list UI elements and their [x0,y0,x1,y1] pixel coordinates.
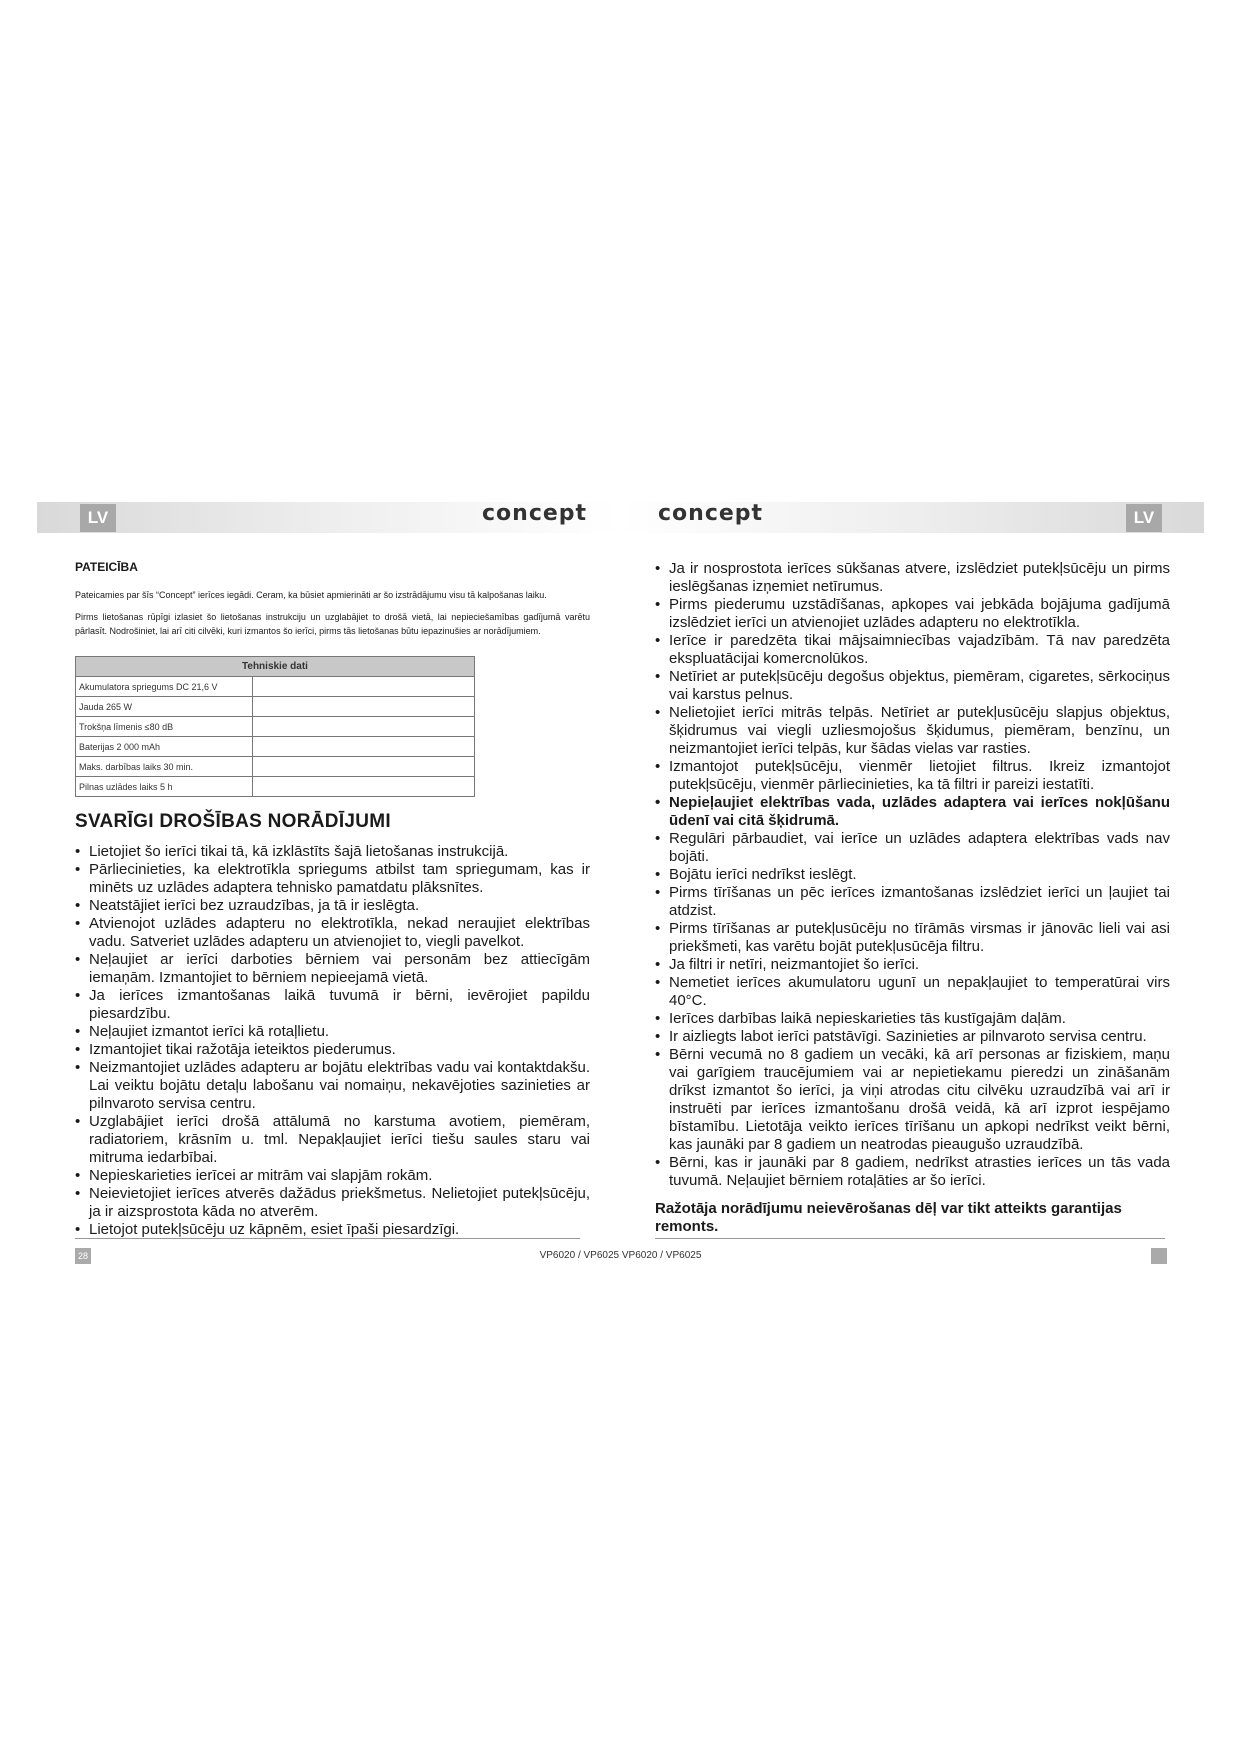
list-item: • Lietojot putekļsūcēju uz kāpnēm, esiet īpaši piesardzīgi. [75,1221,590,1239]
list-item: • Izmantojiet tikai ražotāja ieteiktos piederumus. [75,1041,590,1059]
list-item: • Ja ierīces izmantošanas laikā tuvumā ir bērni, ievērojiet papildu piesardzību. [75,987,590,1023]
list-item: • Pirms piederumu uzstādīšanas, apkopes vai jebkāda bojājuma gadījumā izslēdziet ierīci un atvienojiet uzlādes adapteru no elektrotīkla. [655,596,1170,632]
table-row [76,757,475,777]
list-item: • Pirms tīrīšanas ar putekļusūcēju no tīrāmās virsmas ir jānovāc lieli vai asi priekšmeti, kas varētu bojāt putekļusūcēja filtru. [655,920,1170,956]
list-item: • Atvienojot uzlādes adapteru no elektrotīkla, nekad neraujiet elektrības vadu. Satveriet uzlādes adapteru un atvienojiet to, viegli pavelkot. [75,915,590,951]
list-item: • Nepieļaujiet elektrības vada, uzlādes adaptera vai ierīces nokļūšanu ūdenī vai citā šķidrumā. [655,794,1170,830]
spec-label: Baterijas 2 000 mAh [76,737,253,757]
brand-logo-right: concept [658,501,764,526]
thanks-title: PATEICĪBA [75,560,138,574]
thanks-paragraph-2: Pirms lietošanas rūpīgi izlasiet šo lietošanas instrukciju un uzglabājiet to drošā vietā, lai nepieciešamības gadījumā varētu pārlasīt. Nodrošiniet, lai arī citi cilvēki, kuri izmantos šo ierīci, pirms tās lietošanas būtu iepazinušies ar norādījumiem. [75,612,590,636]
list-item: • Bojātu ierīci nedrīkst ieslēgt. [655,866,1170,884]
model-numbers: VP6020 / VP6025 VP6020 / VP6025 [539,1250,702,1261]
list-item: • Uzglabājiet ierīci drošā attālumā no karstuma avotiem, piemēram, radiatoriem, krāsnīm u. tml. Nepakļaujiet ierīci tiešu saules staru vai mitruma iedarbībai. [75,1113,590,1167]
list-item: • Bērni vecumā no 8 gadiem un vecāki, kā arī personas ar fiziskiem, maņu vai garīgiem traucējumiem vai ar nepietiekamu pieredzi un zināšanām drīkst izmantot šo ierīci, ja viņi atrodas citu cilvēku uzraudzībā vai arī ir instruēti par ierīces izmantošanu drošā veidā, kā arī izprot iespējamo bīstamību. Lietotāja veikto ierīces tīrīšanu un apkopi nedrīkst veikt bērni, kas jaunāki par 8 gadiem un neatrodas pieaugušo uzraudzībā. [655,1046,1170,1154]
footer-divider-left [75,1238,580,1239]
spec-table-title: Tehniskie dati [76,657,475,677]
spec-value-empty [253,717,475,737]
safety-title: SVARĪGI DROŠĪBAS NORĀDĪJUMI [75,811,391,832]
list-item: • Ir aizliegts labot ierīci patstāvīgi. Sazinieties ar pilnvaroto servisa centru. [655,1028,1170,1046]
list-item: • Ierīce ir paredzēta tikai mājsaimniecības vajadzībām. Tā nav paredzēta ekspluatācijai komercnolūkos. [655,632,1170,668]
list-item: • Netīriet ar putekļsūcēju degošus objektus, piemēram, cigaretes, sērkociņus vai karstus pelnus. [655,668,1170,704]
spec-value-empty [253,757,475,777]
spec-table [75,656,475,797]
table-row [76,677,475,697]
thanks-paragraph-1: Pateicamies par šīs “Concept” ierīces iegādi. Ceram, ka būsiet apmierināti ar šo izstrādājumu visu tā kalpošanas laiku. [75,590,547,600]
page-number-left: 28 [75,1248,91,1264]
footer-divider-right [655,1238,1165,1239]
list-item: • Ierīces darbības laikā nepieskarieties tās kustīgajām daļām. [655,1010,1170,1028]
list-item: • Pārliecinieties, ka elektrotīkla spriegums atbilst tam spriegumam, kas ir minēts uz uzlādes adaptera tehnisko pamatdatu plāksnītes. [75,861,590,897]
list-item: • Neievietojiet ierīces atverēs dažādus priekšmetus. Nelietojiet putekļsūcēju, ja ir aizsprostota kāda no atverēm. [75,1185,590,1221]
table-row [76,777,475,797]
list-item: • Pirms tīrīšanas un pēc ierīces izmantošanas izslēdziet ierīci un ļaujiet tai atdzist. [655,884,1170,920]
list-item: • Neizmantojiet uzlādes adapteru ar bojātu elektrības vadu vai kontaktdakšu. Lai veiktu bojātu detaļu labošanu vai nomaiņu, nekavējoties sazinieties ar pilnvaroto servisa centru. [75,1059,590,1113]
table-row [76,737,475,757]
brand-logo-left: concept [482,501,588,526]
list-item: • Nepieskarieties ierīcei ar mitrām vai slapjām rokām. [75,1167,590,1185]
list-item: • Lietojiet šo ierīci tikai tā, kā izklāstīts šajā lietošanas instrukcijā. [75,843,590,861]
spec-value-empty [253,777,475,797]
right-page [655,560,1170,1236]
spec-value-empty [253,677,475,697]
list-item: • Ja ir nosprostota ierīces sūkšanas atvere, izslēdziet putekļsūcēju un pirms ieslēgšanas izņemiet netīrumus. [655,560,1170,596]
header-bar [37,502,1204,533]
list-item: • Regulāri pārbaudiet, vai ierīce un uzlādes adaptera elektrības vads nav bojāti. [655,830,1170,866]
spec-label: Maks. darbības laiks 30 min. [76,757,253,777]
spec-value-empty [253,737,475,757]
table-row [76,697,475,717]
spec-label: Jauda 265 W [76,697,253,717]
list-item: • Bērni, kas ir jaunāki par 8 gadiem, nedrīkst atrasties ierīces un tās vada tuvumā. Neļaujiet bērniem rotaļāties ar šo ierīci. [655,1154,1170,1190]
list-item: • Ja filtri ir netīri, neizmantojiet šo ierīci. [655,956,1170,974]
spec-value-empty [253,697,475,717]
list-item: • Neatstājiet ierīci bez uzraudzības, ja tā ir ieslēgta. [75,897,590,915]
safety-list-left [75,843,590,1239]
warranty-warning: Ražotāja norādījumu neievērošanas dēļ var tikt atteikts garantijas remonts. [655,1200,1122,1235]
spec-label: Akumulatora spriegums DC 21,6 V [76,677,253,697]
list-item: • Nemetiet ierīces akumulatoru ugunī un nepakļaujiet to temperatūrai virs 40°C. [655,974,1170,1010]
list-item: • Neļaujiet izmantot ierīci kā rotaļlietu. [75,1023,590,1041]
list-item: • Nelietojiet ierīci mitrās telpās. Netīriet ar putekļusūcēju slapjus objektus, šķidrumus vai viegli uzliesmojošus šķidumus, piemēram, benzīnu, un neizmantojiet ierīci telpās, kur šādas vielas var rasties. [655,704,1170,758]
list-item: • Neļaujiet ar ierīci darboties bērniem vai personām bez attiecīgām iemaņām. Izmantojiet to bērniem nepieejamā vietā. [75,951,590,987]
spec-label: Trokšņa līmenis ≤80 dB [76,717,253,737]
language-badge-left: LV [80,504,116,532]
spec-label: Pilnas uzlādes laiks 5 h [76,777,253,797]
list-item: • Izmantojot putekļsūcēju, vienmēr lietojiet filtrus. Ikreiz izmantojot putekļsūcēju, vienmēr pārliecinieties, ka tā filtri ir pareizi iestatīti. [655,758,1170,794]
safety-list-right [655,560,1170,1190]
table-row [76,717,475,737]
language-badge-right: LV [1126,504,1162,532]
left-page [75,560,590,1239]
